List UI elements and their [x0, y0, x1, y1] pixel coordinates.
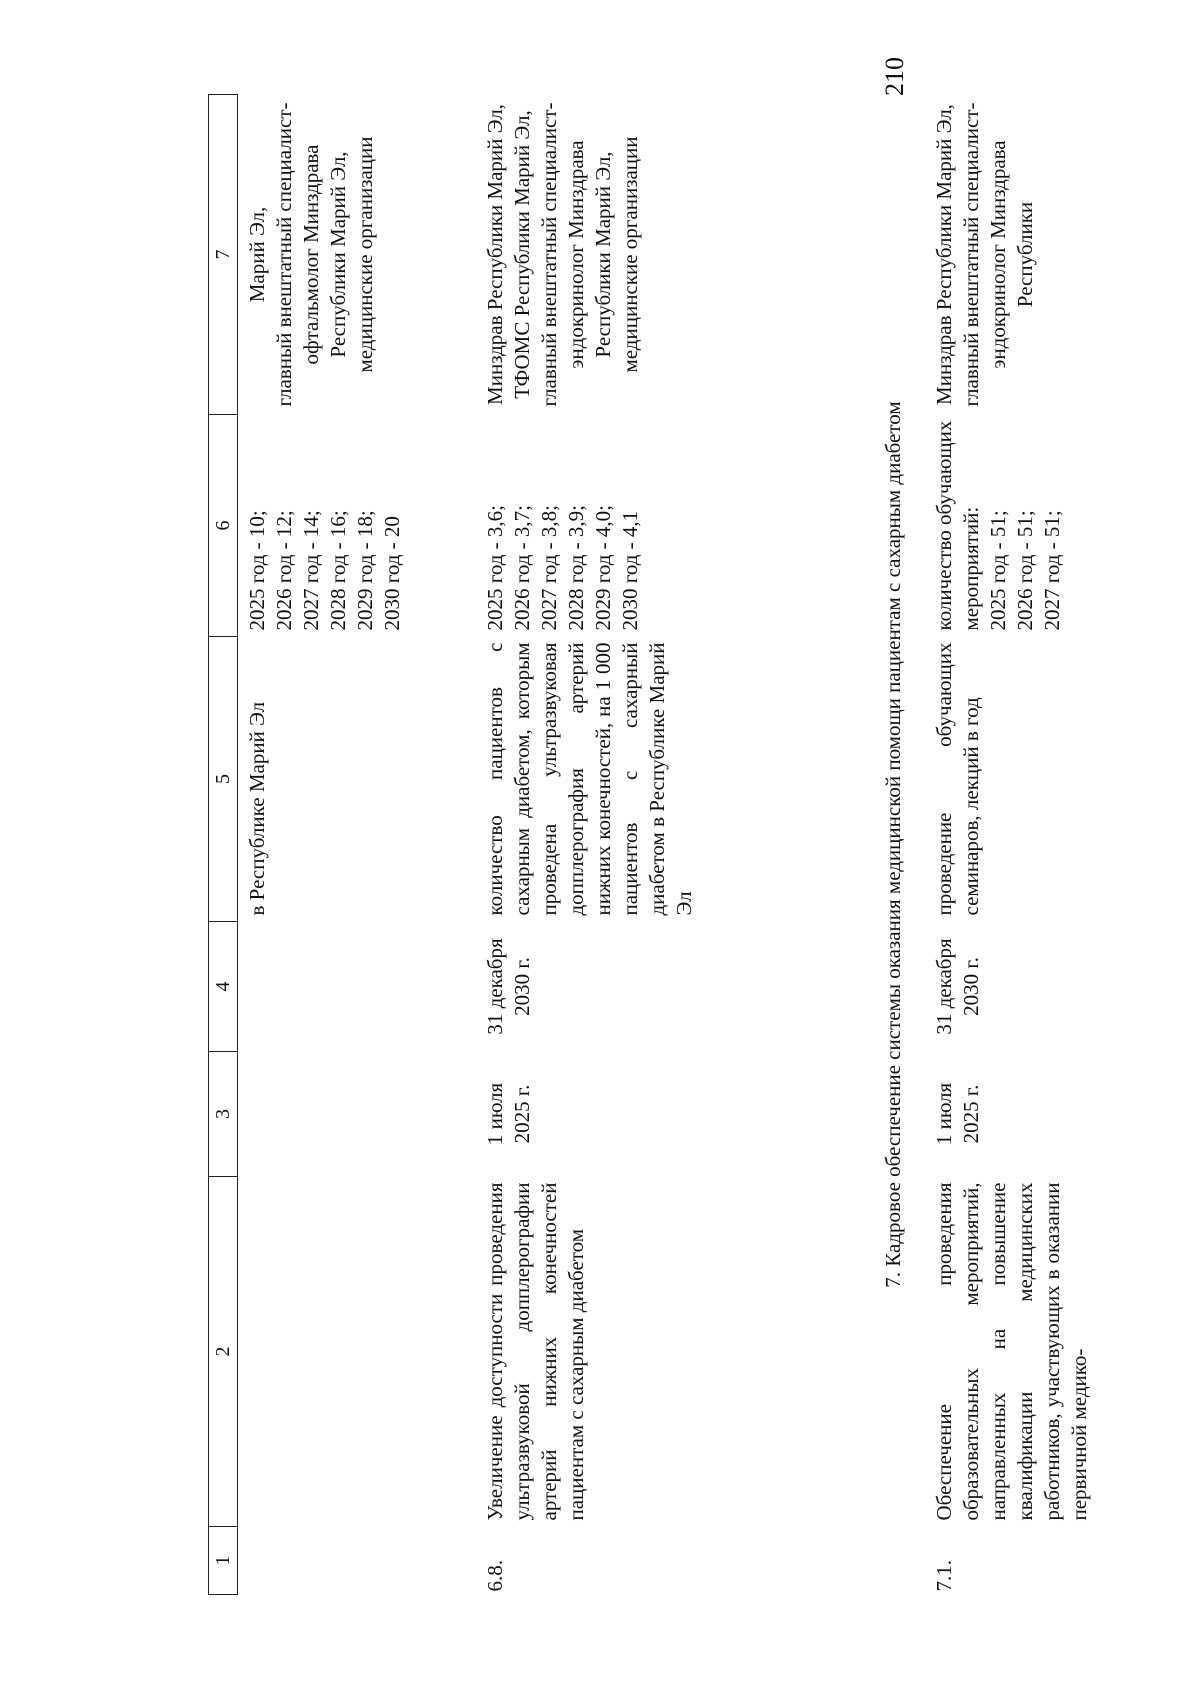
end-date: 31 декабря 2030 г.	[932, 938, 983, 1035]
column-header: 3	[209, 1052, 238, 1177]
table-row-7-1	[923, 95, 1093, 1595]
table-cell	[238, 1527, 465, 1595]
end-date: 31 декабря 2030 г.	[483, 938, 534, 1035]
row-number: 6.8.	[483, 1560, 507, 1592]
column-header: 2	[209, 1177, 238, 1527]
table-cell	[238, 1052, 465, 1177]
table-cell	[238, 922, 465, 1052]
row-number: 7.1.	[932, 1560, 956, 1592]
responsible: Минздрав Республики Марий Эл, главный внештатный специалист-эндокринолог Минздрава Республики	[932, 102, 1037, 407]
column-header: 4	[209, 922, 238, 1052]
section-title: 7. Кадровое обеспечение системы оказания медицинской помощи пациентам с сахарным диабетом	[881, 401, 905, 1288]
table-header	[209, 95, 238, 1595]
table-cell: 2025 год - 10; 2026 год - 12; 2027 год - 14; 2028 год - 16; 2029 год - 18; 2030 год - 20	[245, 510, 404, 631]
table-cell: Марий Эл, главный внештатный специалист-офтальмолог Минздрава Республики Марий Эл, медицинские организации	[245, 102, 377, 407]
column-header: 1	[209, 1527, 238, 1595]
start-date: 1 июля 2025 г.	[483, 1082, 534, 1146]
measures-table	[208, 94, 1093, 1595]
column-header: 6	[209, 415, 238, 637]
rotated-page-content	[208, 95, 1091, 1595]
page-number: 210	[880, 57, 909, 96]
section-heading-row	[862, 95, 923, 1595]
column-header: 7	[209, 95, 238, 415]
measure-name: Увеличение доступности проведения ультразвуковой допплерографии артерий нижних конечностей пациентам с сахарным диабетом	[483, 1182, 588, 1521]
table-cell	[238, 1177, 465, 1527]
table-row-continuation	[238, 95, 465, 1595]
column-header: 5	[209, 637, 238, 922]
measure-name: Обеспечение проведения образовательных мероприятий, направленных на повышение квалификации медицинских работников, участвующих в оказании первичной медико-	[932, 1182, 1091, 1521]
table-row-6-8	[464, 95, 862, 1595]
start-date: 1 июля 2025 г.	[932, 1082, 983, 1146]
responsible: Минздрав Республики Марий Эл, ТФОМС Республики Марий Эл, главный внештатный специалист-эндокринолог Минздрава Республики Марий Эл, медицинские организации	[483, 102, 642, 407]
indicator: количество пациентов с сахарным диабетом, которым проведена ультразвуковая допплерография артерий нижних конечностей, на 1 000 пациентов с сахарный диабетом в Республике Марий Эл	[483, 642, 696, 916]
target-values: 2025 год - 3,6; 2026 год - 3,7; 2027 год - 3,8; 2028 год - 3,9; 2029 год - 4,0; 2030 год - 4,1	[483, 505, 642, 631]
target-values: количество обучающих мероприятий: 2025 год - 51; 2026 год - 51; 2027 год - 51;	[932, 420, 1064, 631]
indicator: проведение обучающих семинаров, лекций в год	[932, 642, 983, 916]
table-cell: в Республике Марий Эл	[245, 701, 269, 916]
